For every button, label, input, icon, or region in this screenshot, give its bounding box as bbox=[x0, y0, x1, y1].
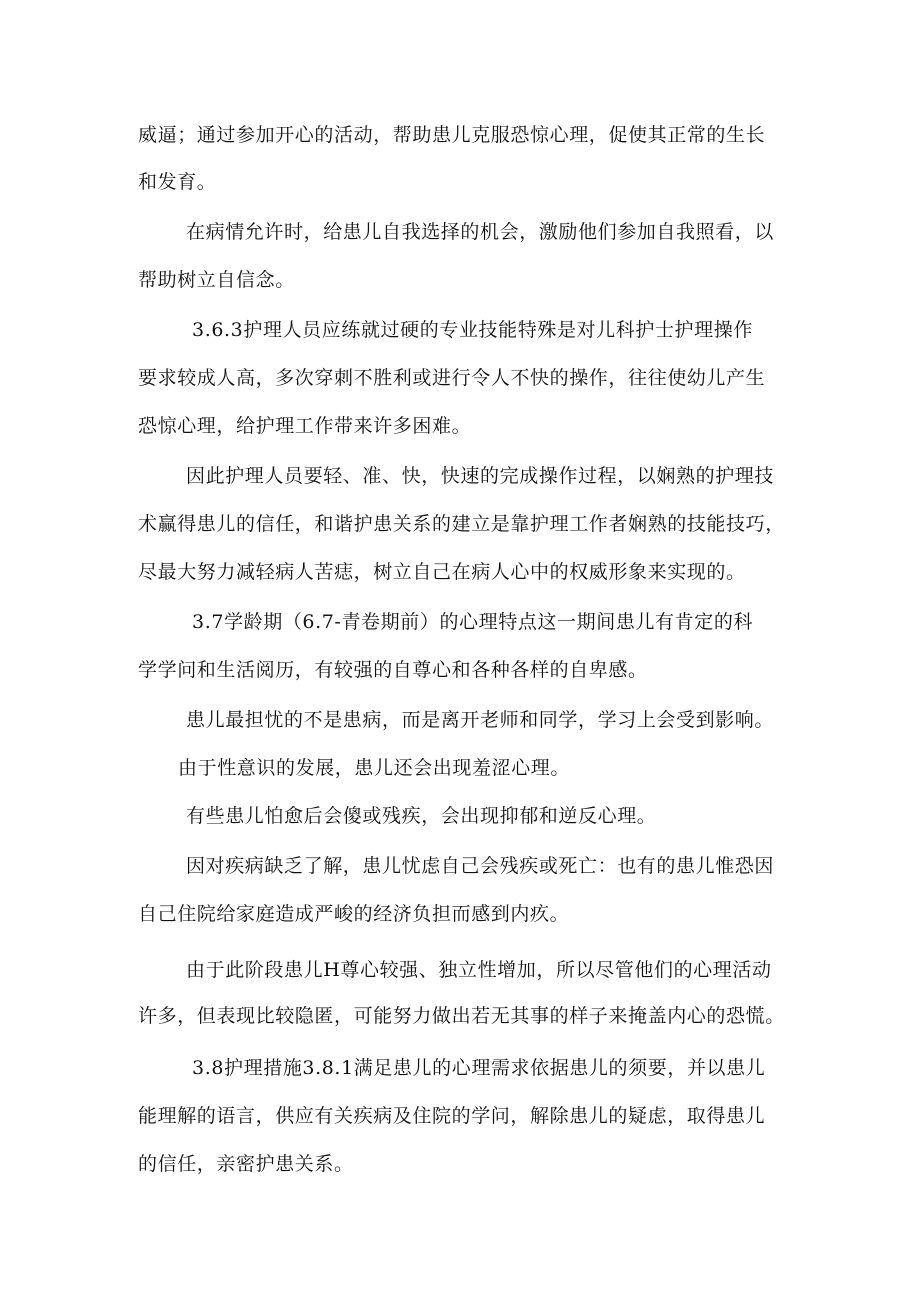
text-line: 许多，但表现比较隐匿，可能努力做出若无其事的样子来掩盖内心的恐慌。 bbox=[138, 1005, 785, 1027]
text-line: 有些患儿怕愈后会傻或残疾，会出现抑郁和逆反心理。 bbox=[186, 805, 657, 827]
text-line: 在病情允许时，给患儿自我选择的机会，激励他们参加自我照看，以 bbox=[186, 221, 775, 243]
text-line: 能理解的语言，供应有关疾病及住院的学问，解除患儿的疑虑，取得患儿 bbox=[138, 1105, 766, 1127]
text-line: 3.7学龄期（6.7-青卷期前）的心理特点这一期间患儿有肯定的科 bbox=[192, 611, 754, 633]
text-line: 尽最大努力减轻病人苦痣，树立自己在病人心中的权威形象来实现的。 bbox=[138, 561, 746, 583]
text-line: 因此护理人员要轻、准、快，快速的完成操作过程，以娴熟的护理技 bbox=[186, 465, 775, 487]
text-line: 由于此阶段患儿H尊心较强、独立性增加，所以尽管他们的心理活动 bbox=[186, 959, 772, 981]
text-line: 因对疾病缺乏了解，患儿忧虑自己会残疾或死亡：也有的患儿惟恐因 bbox=[186, 855, 775, 877]
text-line: 帮助树立自信念。 bbox=[138, 269, 295, 291]
text-line: 患儿最担忧的不是患病，而是离开老师和同学，学习上会受到影响。 bbox=[186, 709, 775, 731]
text-line: 学学问和生活阅历，有较强的自尊心和各种各样的自卑感。 bbox=[138, 659, 648, 681]
text-line: 威逼；通过参加开心的活动，帮助患儿克服恐惊心理，促使其正常的生长 bbox=[138, 124, 766, 146]
text-line: 3.8护理措施3.8.1满足患儿的心理需求依据患儿的须要，并以患儿 bbox=[192, 1057, 766, 1079]
text-line: 自己住院给家庭造成严峻的经济负担而感到内疚。 bbox=[138, 903, 570, 925]
text-line: 术赢得患儿的信任，和谐护患关系的建立是靠护理工作者娴熟的技能技巧， bbox=[138, 513, 785, 535]
text-line: 的信任，亲密护患关系。 bbox=[138, 1153, 354, 1175]
text-line: 要求较成人高，多次穿刺不胜利或进行令人不快的操作，往往使幼儿产生 bbox=[138, 367, 766, 389]
text-line: 和发育。 bbox=[138, 171, 217, 193]
text-line: 由于性意识的发展，患儿还会出现羞涩心理。 bbox=[178, 757, 571, 779]
text-line: 恐惊心理，给护理工作带来许多困难。 bbox=[138, 415, 472, 437]
text-line: 3.6.3护理人员应练就过硬的专业技能特殊是对儿科护士护理操作 bbox=[192, 319, 753, 341]
